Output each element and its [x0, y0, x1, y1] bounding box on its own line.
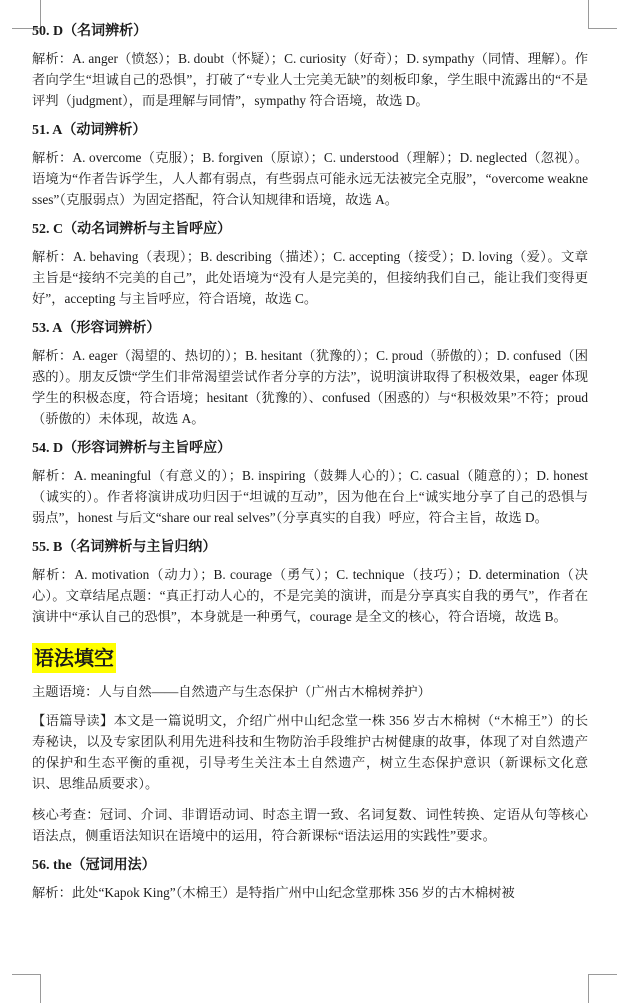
crop-mark-bottom-right	[588, 974, 617, 1003]
topic-context: 主题语境：人与自然——自然遗产与生态保护（广州古木棉树养护）	[32, 684, 431, 699]
crop-mark-bottom-left	[12, 974, 41, 1003]
section-heading-grammar-fill: 语法填空	[32, 643, 116, 673]
question-title: 55. B（名词辨析与主旨归纳）	[32, 540, 217, 555]
question-block-53	[32, 319, 588, 429]
question-title: 51. A（动词辨析）	[32, 123, 147, 138]
question-explanation: 解析：A. overcome（克服）；B. forgiven（原谅）；C. understood（理解）；D. neglected（忽视）。语境为“作者告诉学生，人人都有弱点，有些弱点可能永远无法被完全克服”，“overcome weaknesses”（克服弱点）为固定搭配，符合认知规律和语境，故选 A。	[32, 150, 588, 207]
question-block-55	[32, 538, 588, 627]
question-explanation: 解析：A. behaving（表现）；B. describing（描述）；C. accepting（接受）；D. loving（爱）。文章主旨是“接纳不完美的自己”，此处语境为“没有人是完美的，但接纳我们自己，能让我们变得更好”，accepting 与主旨呼应，符合语境，故选 C。	[32, 249, 588, 306]
question-title: 50. D（名词辨析）	[32, 24, 148, 39]
question-title: 52. C（动名词辨析与主旨呼应）	[32, 222, 232, 237]
question-title: 56. the（冠词用法）	[32, 858, 156, 873]
question-block-51	[32, 121, 588, 210]
passage-guide: 【语篇导读】本文是一篇说明文，介绍广州中山纪念堂一株 356 岁古木棉树（“木棉王”）的长寿秘诀，以及专家团队利用先进科技和生物防治手段维护古树健康的故事，体现了对自然遗产的保护和生态平衡的重视，引导考生关注本土自然遗产，树立生态保护意识（新课标文化意识、思维品质要求）。	[32, 713, 588, 791]
question-explanation: 解析：A. motivation（动力）；B. courage（勇气）；C. technique（技巧）；D. determination（决心）。文章结尾点题：“真正打动人心的，不是完美的演讲，而是分享真实自我的勇气”，作者在演讲中“承认自己的恐惧”，本身就是一种勇气，courage 是全文的核心，符合语境，故选 B。	[32, 567, 588, 624]
question-explanation: 解析：A. meaningful（有意义的）；B. inspiring（鼓舞人心的）；C. casual（随意的）；D. honest（诚实的）。作者将演讲成功归因于“坦诚的互动”，因为他在台上“诚实地分享了自己的恐惧与弱点”，honest 与后文“share our real selves”（分享真实的自我）呼应，符合主旨，故选 D。	[32, 468, 588, 525]
question-block-50	[32, 22, 588, 111]
question-explanation: 解析：A. eager（渴望的、热切的）；B. hesitant（犹豫的）；C. proud（骄傲的）；D. confused（困惑的）。朋友反馈“学生们非常渴望尝试作者分享的方法”，说明演讲取得了积极效果，eager 体现学生的积极态度，符合语境；hesitant（犹豫的）、confused（困惑的）与“积极效果”不符；proud（骄傲的）未体现，故选 A。	[32, 348, 588, 426]
question-title: 54. D（形容词辨析与主旨呼应）	[32, 441, 232, 456]
core-focus: 核心考查：冠词、介词、非谓语动词、时态主谓一致、名词复数、词性转换、定语从句等核心语法点，侧重语法知识在语境中的运用，符合新课标“语法运用的实践性”要求。	[32, 807, 588, 843]
crop-mark-top-right	[588, 0, 617, 29]
document-body	[32, 22, 588, 913]
question-block-52	[32, 220, 588, 309]
question-block-56	[32, 856, 588, 903]
question-explanation: 解析：A. anger（愤怒）；B. doubt（怀疑）；C. curiosity（好奇）；D. sympathy（同情、理解）。作者向学生“坦诚自己的恐惧”，打破了“专业人士完美无缺”的刻板印象，学生眼中流露出的“不是评判（judgment），而是理解与同情”，sympathy 符合语境，故选 D。	[32, 51, 588, 108]
question-title: 53. A（形容词辨析）	[32, 321, 161, 336]
question-explanation: 解析：此处“Kapok King”（木棉王）是特指广州中山纪念堂那株 356 岁的古木棉树被	[32, 885, 515, 900]
question-block-54	[32, 439, 588, 528]
